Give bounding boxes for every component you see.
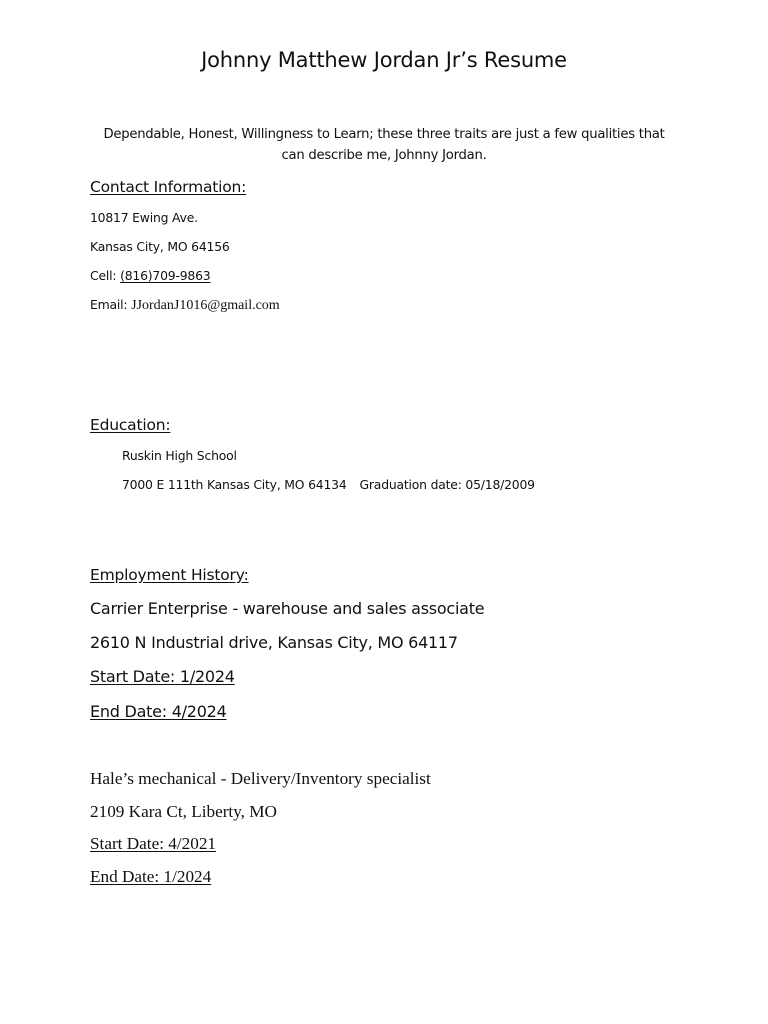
intro-paragraph: Dependable, Honest, Willingness to Learn; these three traits are just a few qualities that can describe me, Johnny Jordan. xyxy=(103,127,665,163)
job-1-address: 2610 N Industrial drive, Kansas City, MO 64117 xyxy=(90,633,458,652)
cell-line xyxy=(90,268,210,284)
job-2-start-date: Start Date: 4/2021 xyxy=(90,834,217,853)
job-1-title: Carrier Enterprise - warehouse and sales associate xyxy=(90,599,485,618)
employment-heading: Employment History: xyxy=(90,566,249,584)
job-1-end-date: End Date: 4/2024 xyxy=(90,702,227,721)
contact-heading: Contact Information: xyxy=(90,178,247,196)
cell-phone-link[interactable]: (816)709-9863 xyxy=(120,268,211,283)
job-1-start-date: Start Date: 1/2024 xyxy=(90,667,235,686)
address-line-1: 10817 Ewing Ave. xyxy=(90,210,198,225)
email-address: JJordanJ1016@gmail.com xyxy=(131,298,280,313)
job-2-address: 2109 Kara Ct, Liberty, MO xyxy=(90,802,277,821)
school-address: 7000 E 111th Kansas City, MO 64134 xyxy=(122,477,347,492)
cell-label: Cell: xyxy=(90,268,121,283)
email-line xyxy=(90,297,280,314)
email-label: Email: xyxy=(90,297,132,312)
address-line-2: Kansas City, MO 64156 xyxy=(90,239,230,254)
school-address-line xyxy=(122,477,535,493)
job-2-end-date: End Date: 1/2024 xyxy=(90,867,212,886)
school-name: Ruskin High School xyxy=(122,448,237,463)
document-title: Johnny Matthew Jordan Jr’s Resume xyxy=(201,48,567,72)
graduation-date: Graduation date: 05/18/2009 xyxy=(359,477,535,492)
education-heading: Education: xyxy=(90,416,171,434)
job-2-title: Hale’s mechanical - Delivery/Inventory specialist xyxy=(90,769,431,788)
